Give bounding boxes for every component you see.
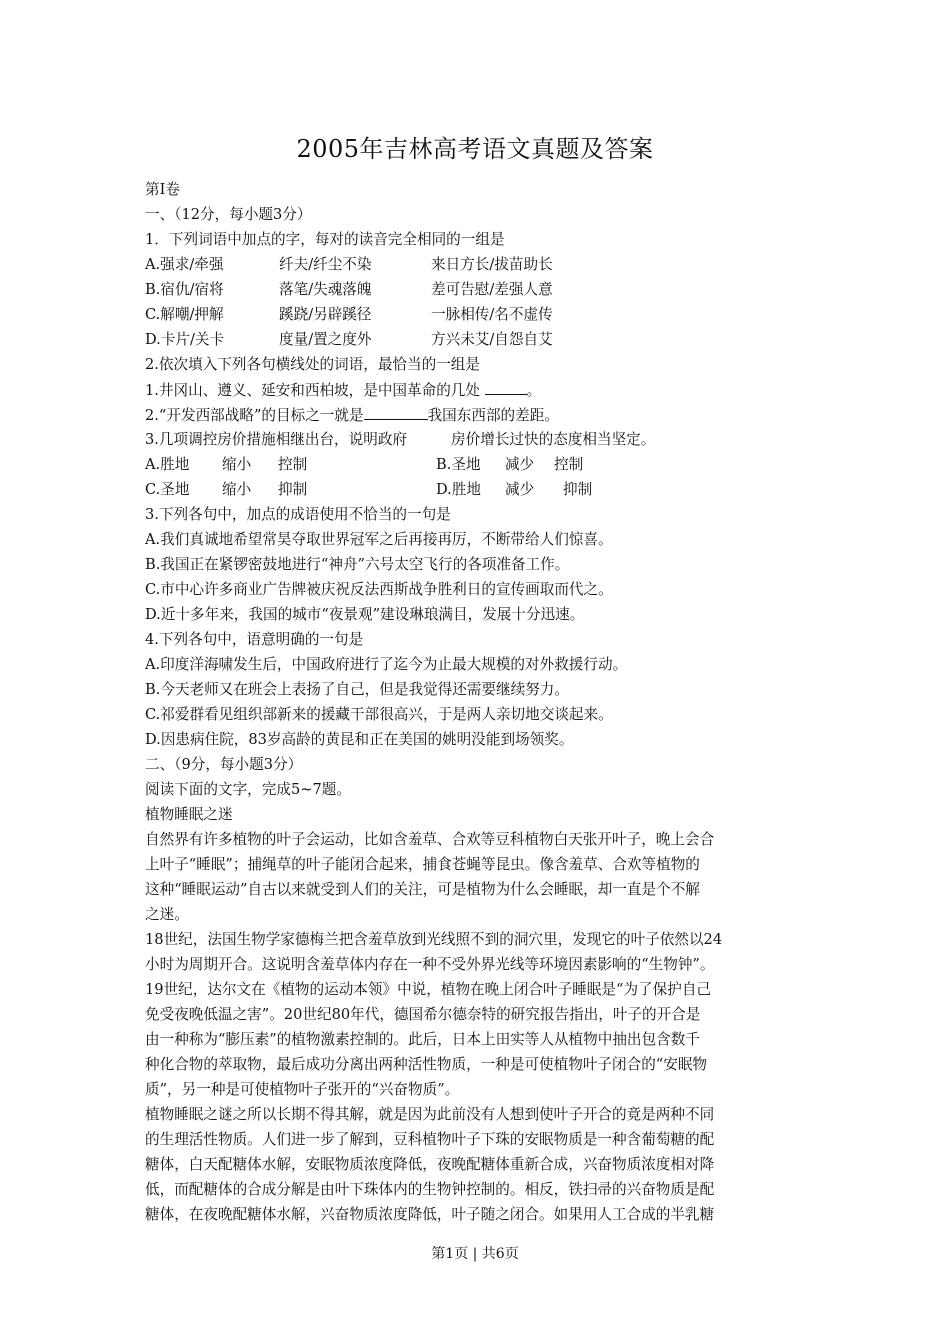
passage-line: 这种“睡眠运动”自古以来就受到人们的关注，可是植物为什么会睡眠，却一直是个不解 — [145, 881, 700, 898]
option-text: 纤夫/纤尘不染 — [279, 256, 372, 273]
text-line: A.我们真诚地希望常昊夺取世界冠军之后再接再厉，不断带给人们惊喜。 — [145, 531, 613, 548]
passage-line: 上叶子“睡眠”；捕绳草的叶子能闭合起来，捕食苍蝇等昆虫。像含羞草、合欢等植物的 — [145, 856, 700, 873]
text-line: D.近十多年来，我国的城市“夜景观”建设琳琅满目，发展十分迅速。 — [145, 606, 585, 623]
option-text: 蹊跷/另辟蹊径 — [279, 306, 372, 323]
passage-line: 19世纪，达尔文在《植物的运动本领》中说，植物在晚上闭合叶子睡眠是“为了保护自己 — [145, 981, 712, 998]
text-line: 3.下列各句中，加点的成语使用不恰当的一句是 — [145, 506, 451, 523]
text-line: A.印度洋海啸发生后，中国政府进行了迄今为止最大规模的对外救援行动。 — [145, 656, 628, 673]
question-2-options-row-2 — [145, 477, 811, 502]
text-line: 4.下列各句中，语意明确的一句是 — [145, 631, 364, 648]
page-footer: 第1页 | 共6页 — [431, 1246, 519, 1262]
option-text: A.强求/牵强 — [145, 256, 224, 273]
option-text: 控制 — [278, 456, 308, 473]
sentence-text: 2.“开发西部战略”的目标之一就是 — [145, 407, 364, 424]
passage-line: 免受夜晚低温之害”。20世纪80年代，德国希尔德奈特的研究报告指出，叶子的开合是 — [145, 1006, 701, 1023]
option-text: 抑制 — [563, 481, 593, 498]
text-line: C.市中心许多商业广告牌被庆祝反法西斯战争胜利日的宣传画取而代之。 — [145, 581, 613, 598]
sentence-text: 3.几项调控房价措施相继出台，说明政府 — [145, 431, 408, 448]
question-2-sentence-3 — [145, 427, 811, 452]
option-text: 减少 — [505, 456, 535, 473]
option-text: D.卡片/关卡 — [145, 331, 225, 348]
passage-line: 植物睡眠之谜之所以长期不得其解，就是因为此前没有人想到使叶子开合的竟是两种不同 — [145, 1106, 715, 1123]
option-text: B.宿仇/宿将 — [145, 281, 224, 298]
option-text: 一脉相传/名不虚传 — [431, 306, 553, 323]
question-2-sentence-1 — [145, 377, 811, 402]
option-text: 缩小 — [222, 456, 252, 473]
option-text: 来日方长/拔苗助长 — [431, 256, 553, 273]
sentence-text: 房价增长过快的态度相当坚定。 — [451, 431, 656, 448]
text-line: B.今天老师又在班会上表扬了自己，但是我觉得还需要继续努力。 — [145, 681, 569, 698]
question-1-option-d — [145, 327, 811, 352]
option-text: 方兴未艾/自怨自艾 — [431, 331, 553, 348]
option-text: 度量/置之度外 — [279, 331, 372, 348]
passage-line: 小时为周期开合。这说明含羞草体内存在一种不受外界光线等环境因素影响的“生物钟”。 — [145, 956, 715, 973]
passage-line: 质”，另一种是可使植物叶子张开的“兴奋物质”。 — [145, 1081, 460, 1098]
question-1-option-b — [145, 277, 811, 302]
sentence-text: 我国东西部的差距。 — [427, 407, 559, 424]
option-text: B.圣地 — [436, 456, 481, 473]
option-text: C.解嘲/押解 — [145, 306, 224, 323]
passage-line: 由一种称为“膨压素”的植物激素控制的。此后，日本上田实等人从植物中抽出包含数千 — [145, 1031, 700, 1048]
passage-line: 糖体，在夜晚配糖体水解，兴奋物质浓度降低，叶子随之闭合。如果用人工合成的半乳糖 — [145, 1206, 715, 1223]
document-title: 2005年吉林高考语文真题及答案 — [296, 135, 654, 163]
option-text: 抑制 — [278, 481, 308, 498]
section-label: 第Ⅰ卷 — [145, 181, 180, 198]
sentence-text: 。 — [526, 382, 542, 399]
text-line: D.因患病住院，83岁高龄的黄昆和正在美国的姚明没能到场领奖。 — [145, 731, 574, 748]
passage-line: 之迷。 — [145, 906, 189, 923]
option-text: A.胜地 — [145, 456, 190, 473]
text-line: B.我国正在紧锣密鼓地进行“神舟”六号太空飞行的各项准备工作。 — [145, 556, 570, 573]
question-2-stem: 2.依次填入下列各句横线处的词语，最恰当的一组是 — [145, 356, 480, 373]
question-1-stem: 1．下列词语中加点的字，每对的读音完全相同的一组是 — [145, 231, 505, 248]
sentence-text: 1.井冈山、遵义、延安和西柏坡，是中国革命的几处 — [145, 382, 485, 399]
question-1-option-c — [145, 302, 811, 327]
option-text: C.圣地 — [145, 481, 190, 498]
document-body — [145, 177, 811, 1227]
option-text: D.胜地 — [436, 481, 482, 498]
passage-line: 糖体，白天配糖体水解，安眠物质浓度降低，夜晚配糖体重新合成，兴奋物质浓度相对降 — [145, 1156, 715, 1173]
passage-line: 的生理活性物质。人们进一步了解到，豆科植物叶子下珠的安眠物质是一种含葡萄糖的配 — [145, 1131, 715, 1148]
option-text: 缩小 — [222, 481, 252, 498]
option-text: 差可告慰/差强人意 — [431, 281, 553, 298]
blank-line — [485, 377, 527, 395]
text-line: 阅读下面的文字，完成5~7题。 — [145, 781, 351, 798]
blank-line — [364, 402, 428, 420]
question-1-option-a — [145, 252, 811, 277]
option-text: 控制 — [554, 456, 584, 473]
section-heading: 二、（9分，每小题3分） — [145, 756, 303, 773]
passage-line: 低，而配糖体的合成分解是由叶下珠体内的生物钟控制的。相反，铁扫帚的兴奋物质是配 — [145, 1181, 715, 1198]
passage-line: 18世纪，法国生物学家德梅兰把含羞草放到光线照不到的洞穴里，发现它的叶子依然以24 — [145, 931, 723, 948]
section-heading: 一、（12分，每小题3分） — [145, 206, 312, 223]
passage-line: 自然界有许多植物的叶子会运动，比如含羞草、合欢等豆科植物白天张开叶子，晚上会合 — [145, 831, 715, 848]
passage-title: 植物睡眠之迷 — [145, 806, 233, 823]
option-text: 减少 — [505, 481, 535, 498]
passage-line: 种化合物的萃取物，最后成功分离出两种活性物质，一种是可使植物叶子闭合的“安眠物 — [145, 1056, 708, 1073]
question-2-sentence-2 — [145, 402, 811, 427]
text-line: C.祁爱群看见组织部新来的援藏干部很高兴，于是两人亲切地交谈起来。 — [145, 706, 613, 723]
question-2-options-row-1 — [145, 452, 811, 477]
option-text: 落笔/失魂落魄 — [279, 281, 372, 298]
